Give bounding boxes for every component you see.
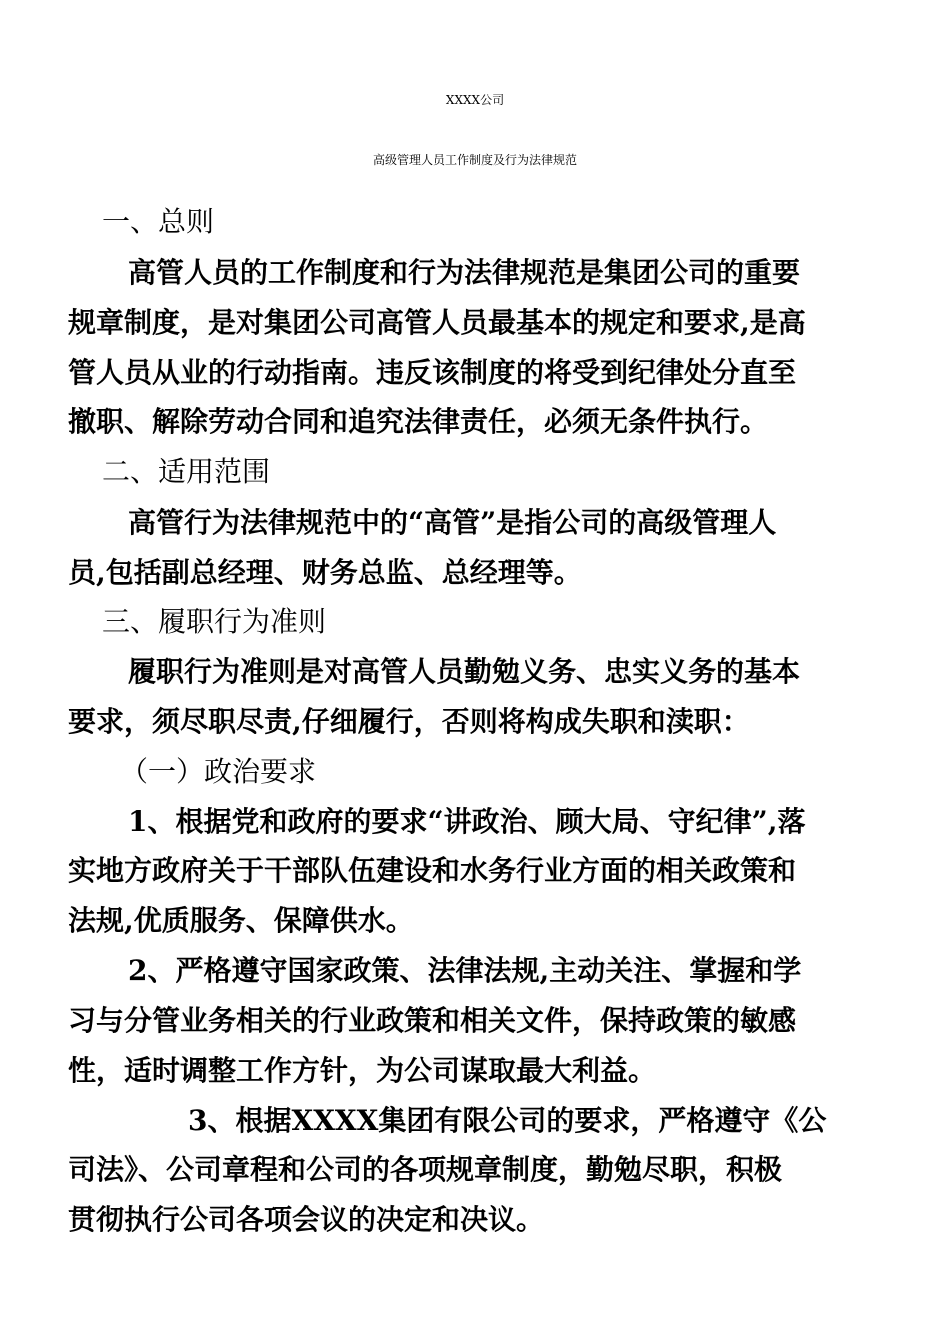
paragraph-line: 要求，须尽职尽责,仔细履行，否则将构成失职和渎职： <box>68 705 750 738</box>
document-title: 高级管理人员工作制度及行为法律规范 <box>372 153 577 167</box>
list-item-line: 贯彻执行公司各项会议的决定和决议。 <box>68 1203 545 1236</box>
list-item-line: 法规,优质服务、保障供水。 <box>68 904 414 937</box>
paragraph-line: 撤职、解除劳动合同和追究法律责任，必须无条件执行。 <box>68 405 769 438</box>
section-heading-general: 一、总则 <box>102 205 215 238</box>
list-item-line: 性，适时调整工作方针，为公司谋取最大利益。 <box>68 1054 657 1087</box>
paragraph-line: 管人员从业的行动指南。违反该制度的将受到纪律处分直至 <box>68 356 797 389</box>
list-item-line: 习与分管业务相关的行业政策和相关文件，保持政策的敏感 <box>68 1004 797 1037</box>
paragraph-line: 员,包括副总经理、财务总监、总经理等。 <box>68 556 582 589</box>
list-item-line: 3、根据XXXX集团有限公司的要求，严格遵守《公 <box>188 1104 827 1137</box>
list-item-line: 1、根据党和政府的要求“讲政治、顾大局、守纪律”,落 <box>128 805 806 838</box>
paragraph-line: 履职行为准则是对高管人员勤勉义务、忠实义务的基本 <box>128 655 801 688</box>
section-heading-conduct: 三、履职行为准则 <box>102 605 327 638</box>
paragraph-line: 高管人员的工作制度和行为法律规范是集团公司的重要 <box>128 256 801 289</box>
paragraph-line: 规章制度，是对集团公司高管人员最基本的规定和要求,是高 <box>68 306 806 339</box>
company-title: XXXX公司 <box>445 93 505 107</box>
paragraph-line: 高管行为法律规范中的“高管”是指公司的高级管理人 <box>128 506 777 539</box>
list-item-line: 司法》、公司章程和公司的各项规章制度，勤勉尽职，积极 <box>68 1153 783 1186</box>
list-item-line: 2、严格遵守国家政策、法律法规,主动关注、掌握和学 <box>128 954 802 987</box>
subsection-heading-political: （一）政治要求 <box>120 755 317 788</box>
section-heading-scope: 二、适用范围 <box>102 455 271 488</box>
list-item-line: 实地方政府关于干部队伍建设和水务行业方面的相关政策和 <box>68 854 797 887</box>
